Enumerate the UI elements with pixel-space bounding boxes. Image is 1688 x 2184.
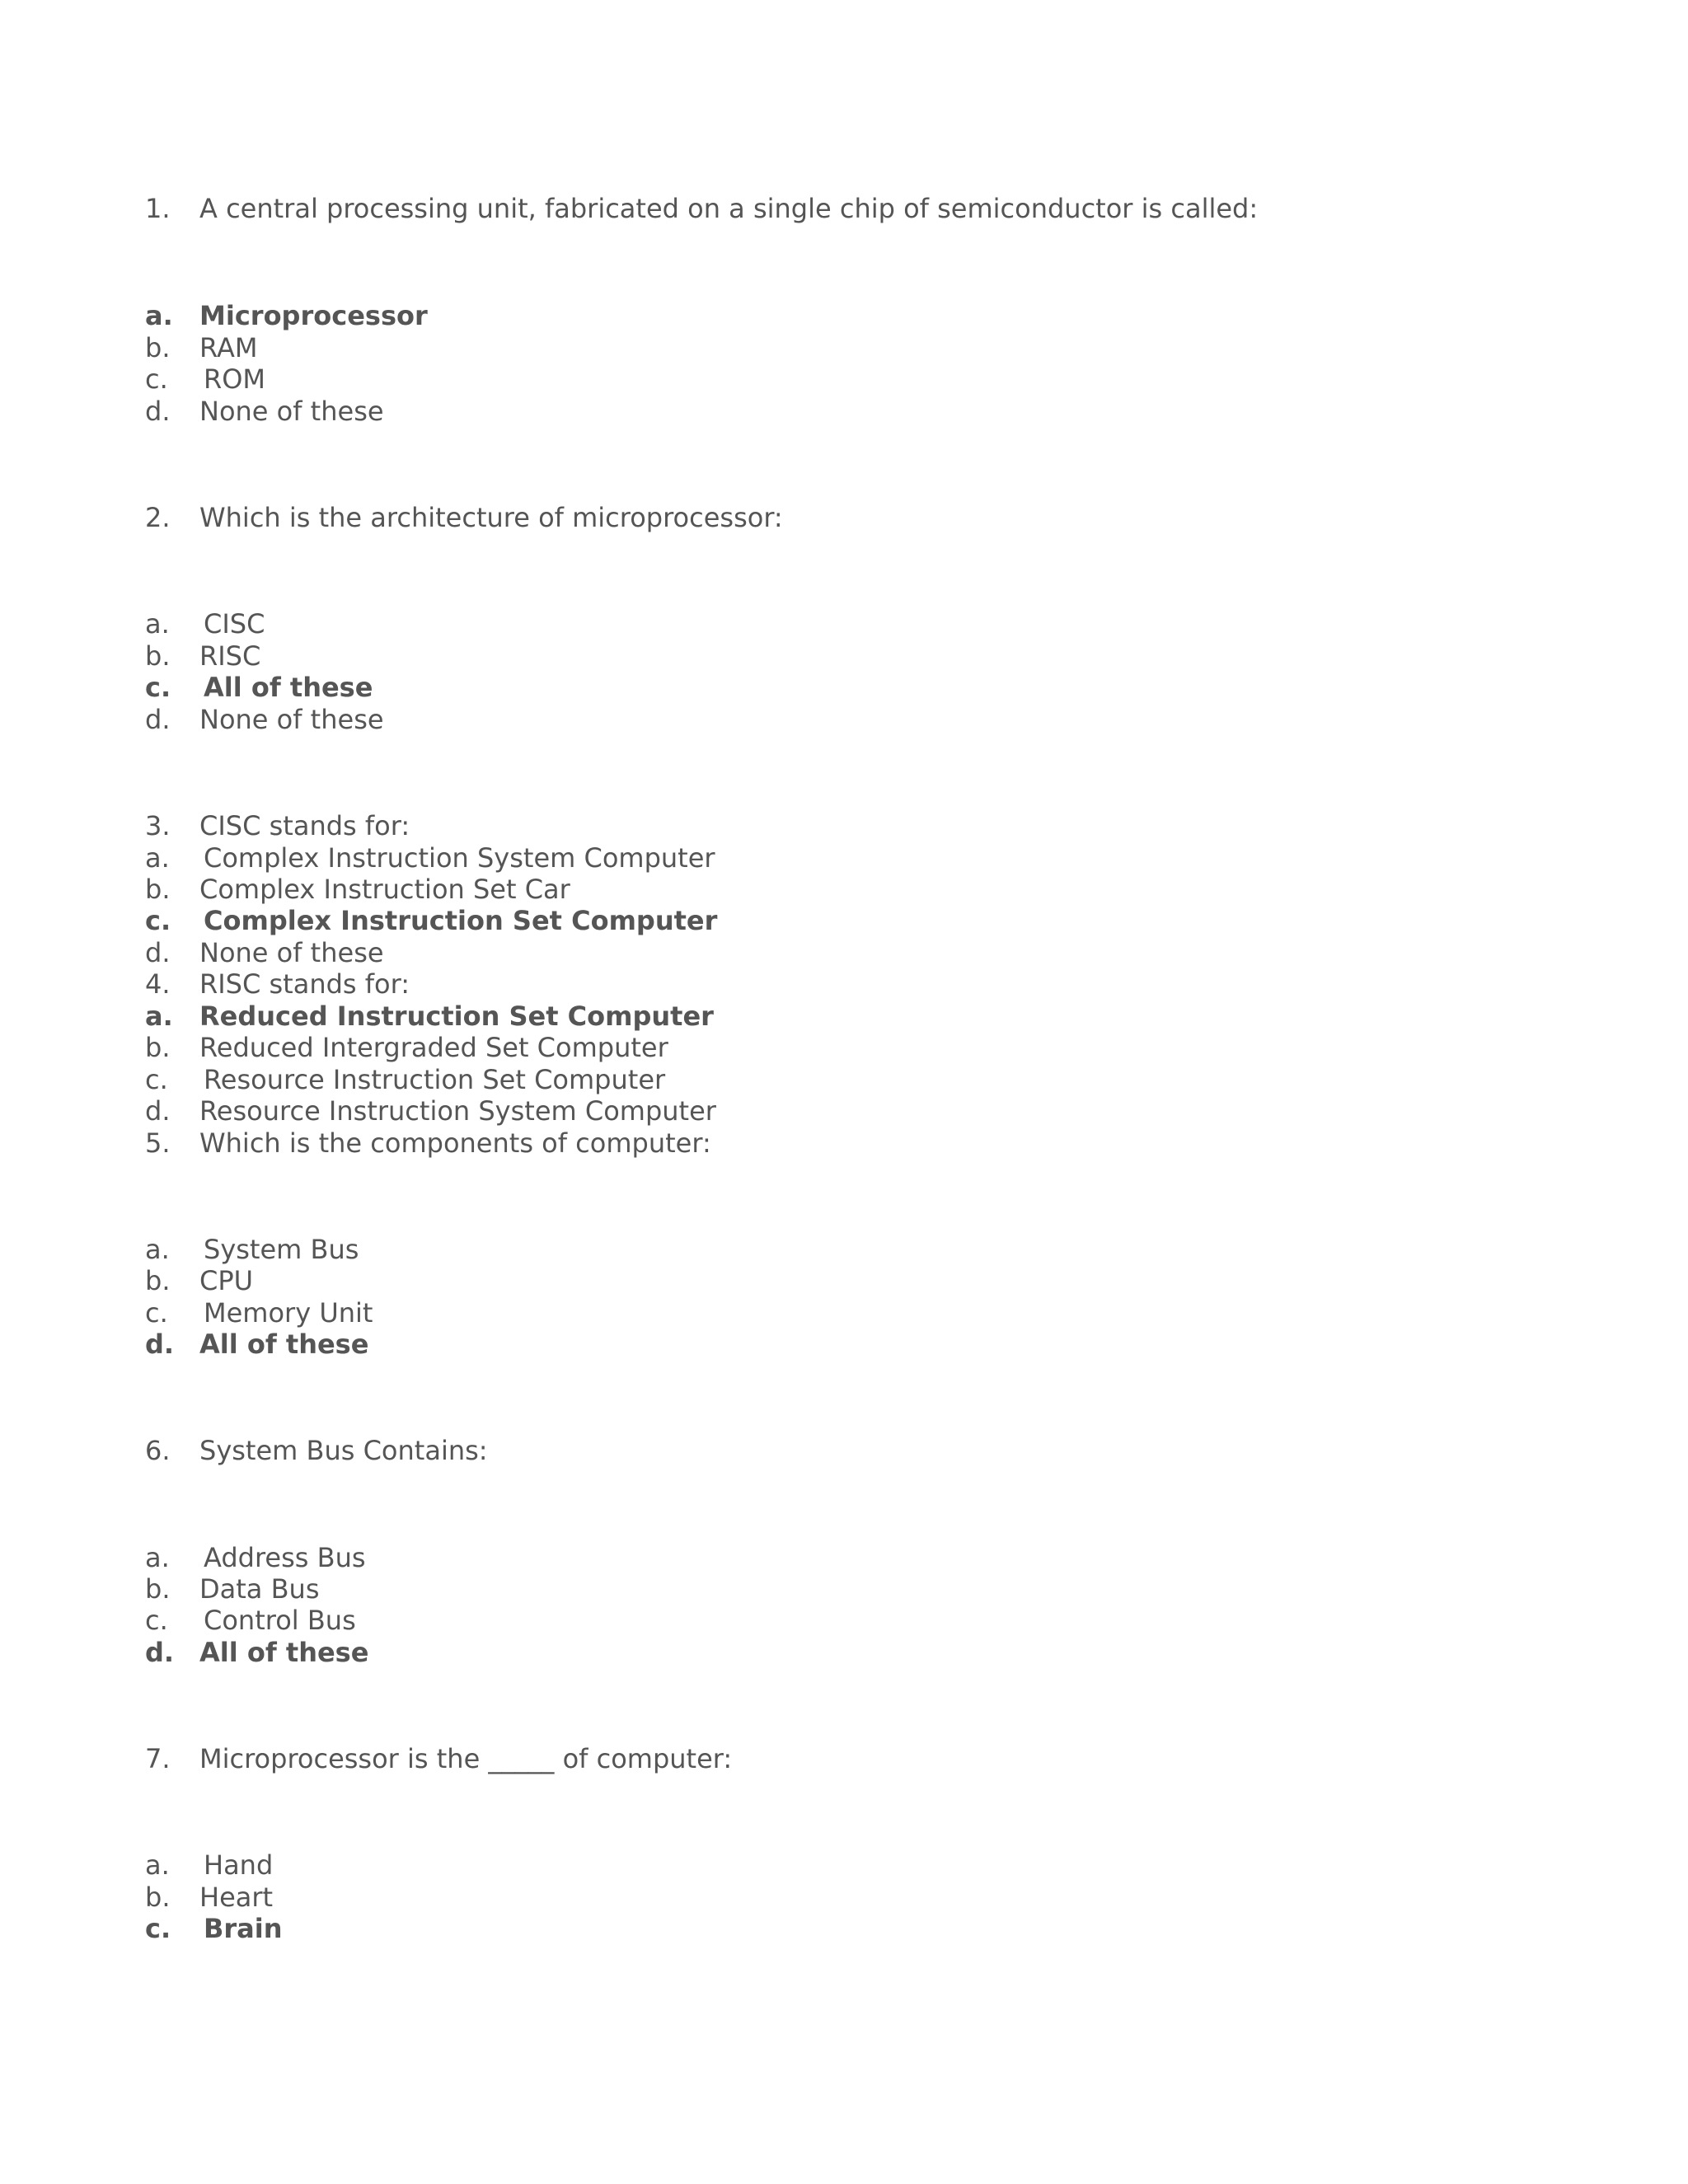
option-text: Memory Unit — [204, 1297, 373, 1329]
option-letter: c. — [145, 905, 171, 936]
question-number: 5. — [145, 1127, 171, 1159]
question-text: RISC stands for: — [199, 968, 410, 1000]
option-letter: d. — [145, 704, 171, 735]
option-text: None of these — [199, 937, 384, 968]
option-text: None of these — [199, 704, 384, 735]
option-text: CPU — [199, 1265, 254, 1296]
option-text: None of these — [199, 396, 384, 427]
option-text: Heart — [199, 1882, 274, 1913]
question-text: Which is the architecture of microprocessor: — [199, 502, 783, 533]
question-number: 7. — [145, 1743, 171, 1774]
option-text: Brain — [204, 1913, 283, 1944]
option-text: Reduced Instruction Set Computer — [199, 1001, 714, 1032]
option-letter: b. — [145, 874, 171, 905]
option-letter: b. — [145, 1032, 171, 1063]
option-letter: d. — [145, 1329, 175, 1360]
question-text: System Bus Contains: — [199, 1435, 488, 1466]
option-letter: c. — [145, 672, 171, 703]
option-letter: d. — [145, 937, 171, 968]
option-letter: a. — [145, 300, 173, 331]
option-letter: a. — [145, 608, 170, 640]
option-letter: a. — [145, 1234, 170, 1265]
question-text: A central processing unit, fabricated on a single chip of semiconductor is called: — [199, 193, 1259, 224]
option-text: Resource Instruction Set Computer — [204, 1064, 666, 1095]
option-text: Address Bus — [204, 1542, 366, 1573]
option-letter: c. — [145, 1913, 171, 1944]
question-text: Microprocessor is the _____ of computer: — [199, 1743, 733, 1774]
option-text: Control Bus — [204, 1605, 356, 1636]
question-number: 3. — [145, 810, 171, 841]
option-letter: d. — [145, 1095, 171, 1127]
option-letter: c. — [145, 1064, 168, 1095]
option-letter: a. — [145, 1849, 170, 1881]
option-text: Data Bus — [199, 1573, 320, 1605]
option-text: Complex Instruction Set Computer — [204, 905, 718, 936]
question-number: 6. — [145, 1435, 171, 1466]
option-text: Microprocessor — [199, 300, 428, 331]
option-text: All of these — [199, 1637, 369, 1668]
option-text: Reduced Intergraded Set Computer — [199, 1032, 668, 1063]
option-letter: a. — [145, 1001, 173, 1032]
option-letter: b. — [145, 640, 171, 672]
question-number: 2. — [145, 502, 171, 533]
option-letter: d. — [145, 1637, 175, 1668]
option-text: ROM — [204, 363, 266, 395]
option-text: Hand — [204, 1849, 274, 1881]
option-letter: b. — [145, 332, 171, 363]
option-text: Complex Instruction Set Car — [199, 874, 570, 905]
option-letter: b. — [145, 1265, 171, 1296]
question-text: Which is the components of computer: — [199, 1127, 711, 1159]
option-text: RAM — [199, 332, 258, 363]
option-letter: d. — [145, 396, 171, 427]
option-text: Resource Instruction System Computer — [199, 1095, 716, 1127]
option-letter: b. — [145, 1882, 171, 1913]
question-number: 1. — [145, 193, 171, 224]
question-text: CISC stands for: — [199, 810, 410, 841]
option-letter: c. — [145, 363, 168, 395]
option-text: CISC — [204, 608, 265, 640]
option-text: Complex Instruction System Computer — [204, 842, 715, 874]
option-text: All of these — [199, 1329, 369, 1360]
option-text: All of these — [204, 672, 373, 703]
option-text: RISC — [199, 640, 261, 672]
question-number: 4. — [145, 968, 171, 1000]
option-letter: c. — [145, 1297, 168, 1329]
option-letter: b. — [145, 1573, 171, 1605]
option-letter: a. — [145, 1542, 170, 1573]
option-letter: c. — [145, 1605, 168, 1636]
option-letter: a. — [145, 842, 170, 874]
option-text: System Bus — [204, 1234, 359, 1265]
